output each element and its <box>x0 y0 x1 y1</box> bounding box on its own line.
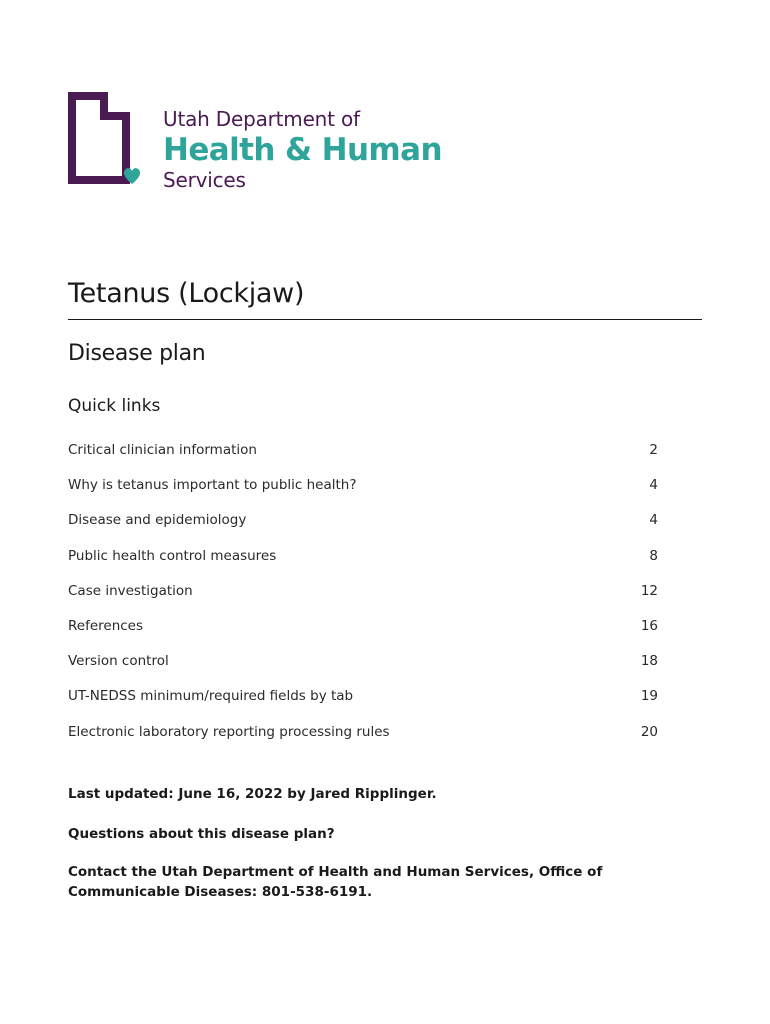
toc-item-label[interactable]: Electronic laboratory reporting processing rules <box>68 723 390 740</box>
document-subtitle: Disease plan <box>68 341 206 366</box>
toc-item-page: 4 <box>649 512 658 529</box>
toc-item-label[interactable]: Critical clinician information <box>68 442 257 458</box>
toc-item-label[interactable]: Case investigation <box>68 582 193 599</box>
toc-item[interactable] <box>68 475 658 510</box>
toc-item[interactable] <box>68 510 658 545</box>
toc-item[interactable] <box>68 616 658 651</box>
toc-item[interactable] <box>68 440 658 475</box>
toc-item[interactable] <box>68 722 658 757</box>
toc-item-page: 20 <box>640 723 658 740</box>
document-footer <box>68 784 688 902</box>
last-updated-text: Last updated: June 16, 2022 by Jared Ripplinger. <box>68 786 437 802</box>
toc-item-label[interactable]: References <box>68 617 144 634</box>
toc-item-page: 18 <box>640 653 658 670</box>
agency-logo <box>68 92 468 192</box>
toc-item[interactable] <box>68 686 658 721</box>
agency-name <box>163 106 442 192</box>
toc-item-label[interactable]: UT-NEDSS minimum/required fields by tab <box>68 688 354 705</box>
toc-item-page: 8 <box>649 547 658 564</box>
table-of-contents <box>68 440 658 757</box>
questions-text: Questions about this disease plan? <box>68 826 335 842</box>
utah-state-outline-heart-icon <box>68 92 154 190</box>
agency-name-line1: Utah Department of <box>163 107 360 131</box>
document-title: Tetanus (Lockjaw) <box>68 278 305 309</box>
toc-item-label[interactable]: Why is tetanus important to public health? <box>68 477 357 494</box>
title-divider <box>68 319 702 320</box>
toc-item-page: 16 <box>640 617 658 634</box>
toc-item[interactable] <box>68 546 658 581</box>
toc-item[interactable] <box>68 581 658 616</box>
agency-name-line2: Health & Human <box>163 132 442 168</box>
agency-name-line3: Services <box>163 168 246 192</box>
toc-item-label[interactable]: Version control <box>68 653 169 670</box>
toc-item-page: 2 <box>649 442 658 458</box>
toc-item-page: 4 <box>649 477 658 494</box>
toc-item-page: 12 <box>640 582 658 599</box>
toc-item-label[interactable]: Disease and epidemiology <box>68 512 247 529</box>
toc-item[interactable] <box>68 651 658 686</box>
quick-links-heading: Quick links <box>68 396 161 416</box>
toc-item-page: 19 <box>640 688 658 705</box>
contact-text: Contact the Utah Department of Health and Human Services, Office of Communicable Diseases: 801-538-6191. <box>68 864 603 900</box>
toc-item-label[interactable]: Public health control measures <box>68 547 277 564</box>
